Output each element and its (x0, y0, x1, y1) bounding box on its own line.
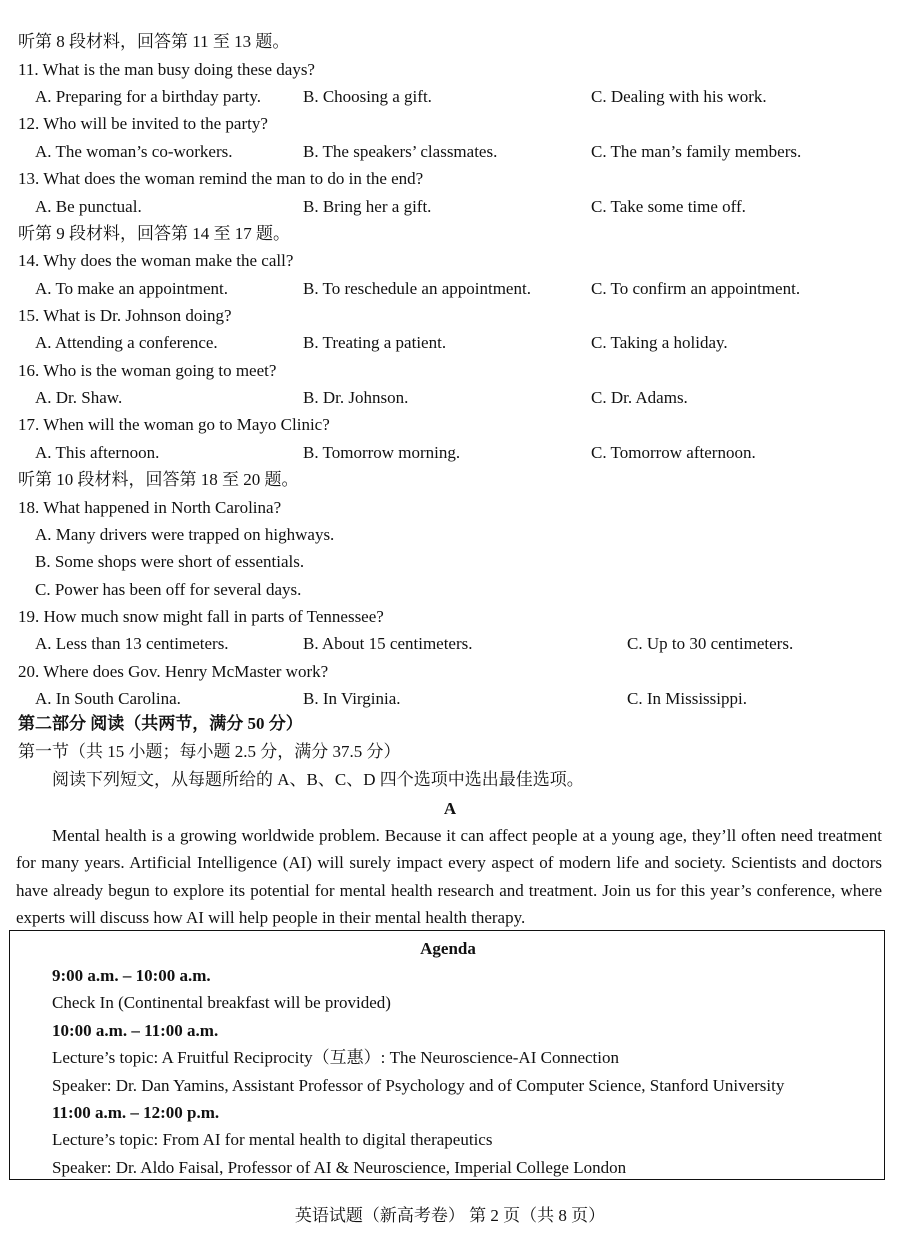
option-b: B. Bring her a gift. (303, 197, 432, 216)
option-b: B. Tomorrow morning. (303, 443, 461, 462)
agenda-time: 9:00 a.m. – 10:00 a.m. (52, 966, 211, 985)
option-b: B. In Virginia. (303, 689, 401, 708)
option-a: A. The woman’s co-workers. (35, 142, 233, 161)
question-text: 20. Where does Gov. Henry McMaster work? (18, 662, 329, 681)
question-text: 16. Who is the woman going to meet? (18, 361, 277, 380)
agenda-item: Speaker: Dr. Aldo Faisal, Professor of AI & Neuroscience, Imperial College London (52, 1158, 627, 1177)
option-b: B. To reschedule an appointment. (303, 279, 531, 298)
option-b: B. Some shops were short of essentials. (35, 552, 305, 571)
option-b: B. Choosing a gift. (303, 87, 432, 106)
option-c: C. Tomorrow afternoon. (591, 443, 756, 462)
agenda-time: 11:00 a.m. – 12:00 p.m. (52, 1103, 220, 1122)
agenda-item: Lecture’s topic: A Fruitful Reciprocity（互惠）: The Neuroscience-AI Connection (52, 1048, 619, 1067)
question-text: 12. Who will be invited to the party? (18, 114, 268, 133)
option-c: C. To confirm an appointment. (591, 279, 801, 298)
question-text: 11. What is the man busy doing these days? (18, 60, 315, 79)
passage-text: Mental health is a growing worldwide problem. Because it can affect people at a young age, they’ll often need treatment for many years. Artificial Intelligence (AI) will surely impact every aspect of modern life and society. Scientists and doctors have already begun to explore its potential for mental health research and treatment. Join us for this year’s conference, where experts will discuss how AI will help people in their mental health therapy. (16, 826, 882, 928)
option-a: A. Be punctual. (35, 197, 142, 216)
question-text: 18. What happened in North Carolina? (18, 498, 282, 517)
option-a: A. In South Carolina. (35, 689, 181, 708)
agenda-time: 10:00 a.m. – 11:00 a.m. (52, 1021, 219, 1040)
option-a: A. To make an appointment. (35, 279, 229, 298)
option-a: A. Attending a conference. (35, 333, 218, 352)
option-a: A. Dr. Shaw. (35, 388, 123, 407)
question-text: 17. When will the woman go to Mayo Clinic? (18, 415, 330, 434)
section-header: 听第 9 段材料，回答第 14 至 17 题。 (18, 224, 290, 243)
section-header: 听第 8 段材料，回答第 11 至 13 题。 (18, 32, 290, 51)
instruction: 阅读下列短文，从每题所给的 A、B、C、D 四个选项中选出最佳选项。 (52, 770, 584, 789)
agenda-item: Speaker: Dr. Dan Yamins, Assistant Professor of Psychology and of Computer Science, Stanford University (52, 1076, 785, 1095)
option-a: A. Many drivers were trapped on highways. (35, 525, 335, 544)
option-b: B. Treating a patient. (303, 333, 447, 352)
question-text: 19. How much snow might fall in parts of Tennessee? (18, 607, 384, 626)
option-a: A. Preparing for a birthday party. (35, 87, 261, 106)
page-footer: 英语试题（新高考卷） 第 2 页（共 8 页） (294, 1206, 606, 1225)
question-text: 14. Why does the woman make the call? (18, 251, 294, 270)
agenda-title: Agenda (420, 939, 476, 958)
option-c: C. Power has been off for several days. (35, 580, 302, 599)
question-text: 13. What does the woman remind the man to do in the end? (18, 169, 424, 188)
option-c: C. Take some time off. (591, 197, 746, 216)
option-c: C. The man’s family members. (591, 142, 802, 161)
section-title: 第一节（共 15 小题；每小题 2.5 分，满分 37.5 分） (18, 742, 401, 761)
option-c: C. Taking a holiday. (591, 333, 728, 352)
option-c: C. Up to 30 centimeters. (627, 634, 794, 653)
agenda-box (9, 930, 885, 1180)
option-b: B. Dr. Johnson. (303, 388, 409, 407)
passage-label: A (443, 799, 457, 818)
agenda-item: Check In (Continental breakfast will be provided) (52, 993, 391, 1012)
passage-paragraph (16, 822, 882, 932)
option-b: B. The speakers’ classmates. (303, 142, 498, 161)
section-header: 听第 10 段材料，回答第 18 至 20 题。 (18, 470, 299, 489)
option-c: C. In Mississippi. (627, 689, 747, 708)
option-c: C. Dr. Adams. (591, 388, 688, 407)
option-a: A. Less than 13 centimeters. (35, 634, 229, 653)
question-text: 15. What is Dr. Johnson doing? (18, 306, 232, 325)
option-b: B. About 15 centimeters. (303, 634, 473, 653)
part-title: 第二部分 阅读（共两节，满分 50 分） (18, 714, 303, 733)
option-c: C. Dealing with his work. (591, 87, 767, 106)
option-a: A. This afternoon. (35, 443, 160, 462)
agenda-item: Lecture’s topic: From AI for mental health to digital therapeutics (52, 1130, 493, 1149)
